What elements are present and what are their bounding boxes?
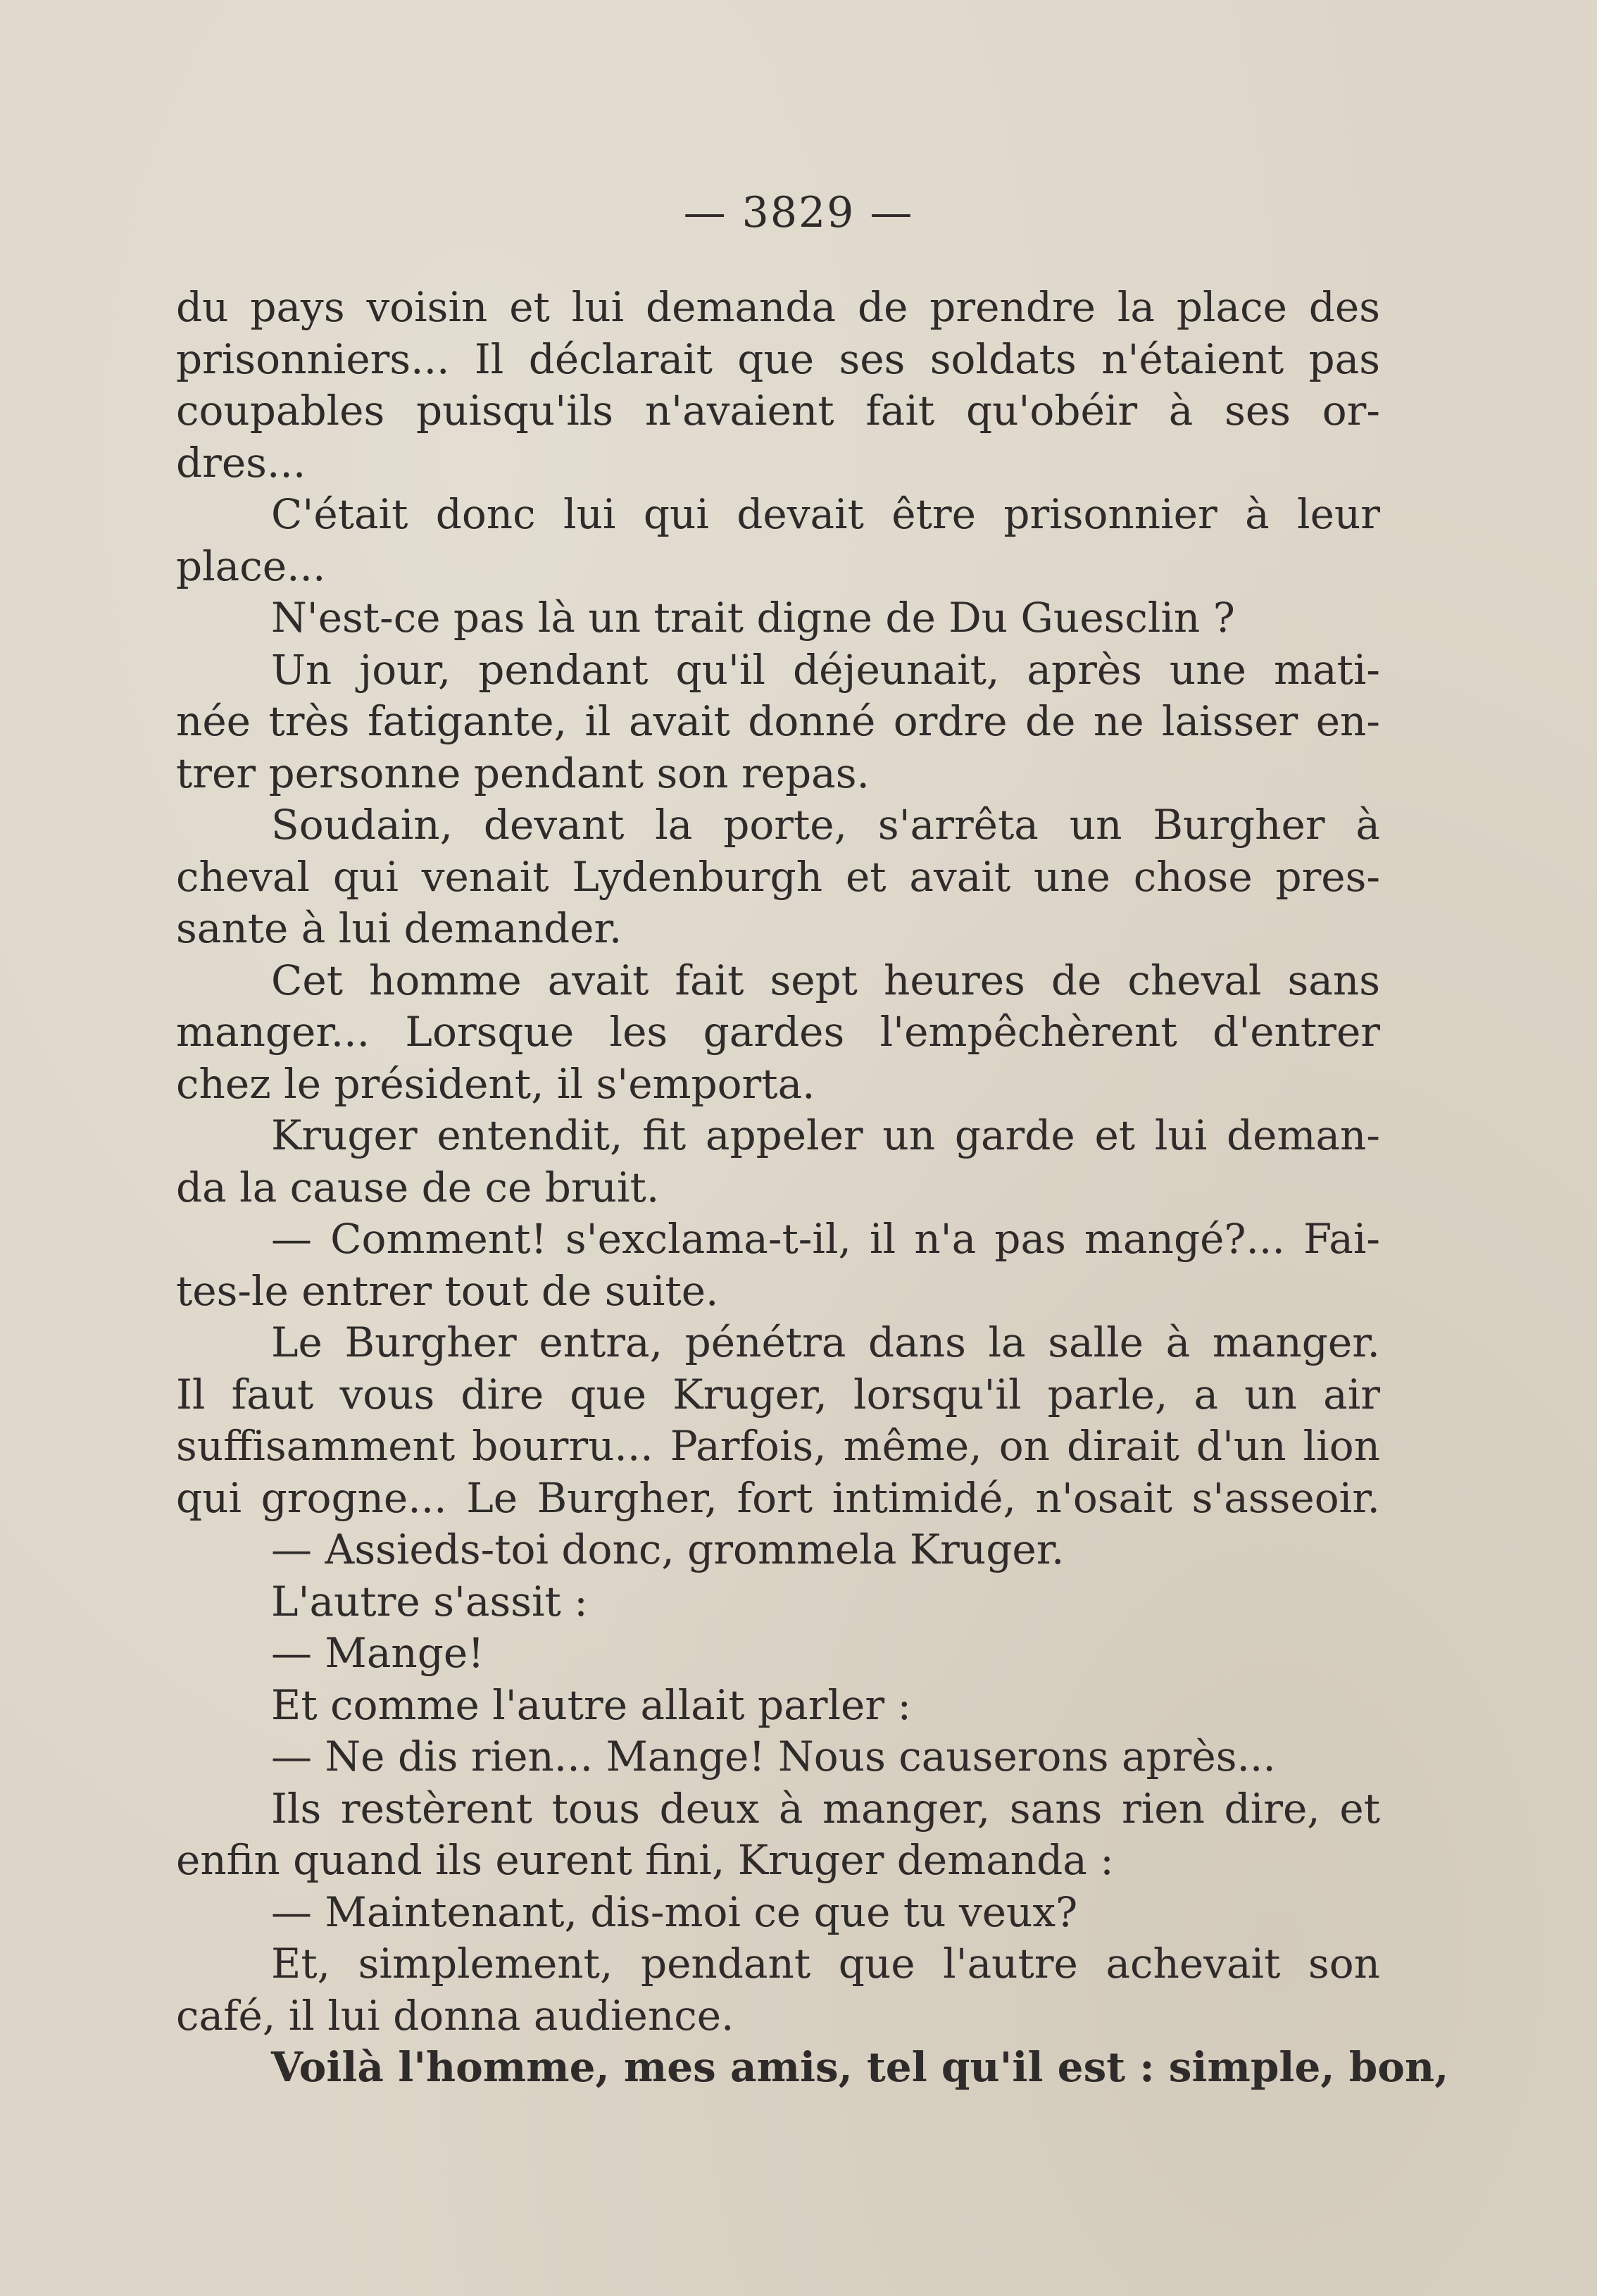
text-line: manger... Lorsque les gardes l'empêchèrent d'entrer	[176, 1008, 1380, 1056]
text-line: coupables puisqu'ils n'avaient fait qu'obéir à ses or-	[176, 387, 1380, 435]
text-line: — Comment! s'exclama-t-il, il n'a pas mangé?... Fai-	[271, 1215, 1380, 1263]
text-line: — Maintenant, dis-moi ce que tu veux?	[271, 1888, 1078, 1936]
text-line: Ils restèrent tous deux à manger, sans rien dire, et	[271, 1784, 1380, 1833]
page-number: — 3829 —	[683, 188, 914, 237]
text-line: dres...	[176, 438, 306, 487]
text-line: Et, simplement, pendant que l'autre achevait son	[271, 1940, 1380, 1988]
text-line: Un jour, pendant qu'il déjeunait, après une mati-	[271, 645, 1380, 694]
text-line: cheval qui venait Lydenburgh et avait une chose pres-	[176, 852, 1380, 901]
text-line: N'est-ce pas là un trait digne de Du Guesclin ?	[271, 594, 1235, 642]
text-line: tes-le entrer tout de suite.	[176, 1266, 719, 1315]
text-line: — Ne dis rien... Mange! Nous causerons après...	[271, 1733, 1276, 1780]
text-line: du pays voisin et lui demanda de prendre la place des	[176, 283, 1380, 331]
text-line: sante à lui demander.	[176, 904, 622, 952]
text-line: née très fatigante, il avait donné ordre de ne laisser en-	[176, 697, 1380, 745]
text-line: L'autre s'assit :	[271, 1577, 588, 1626]
text-line: — Assieds-toi donc, grommela Kruger.	[271, 1526, 1065, 1573]
text-line: Cet homme avait fait sept heures de cheval sans	[271, 956, 1380, 1004]
text-line: da la cause de ce bruit.	[176, 1163, 660, 1211]
text-line: Il faut vous dire que Kruger, lorsqu'il parle, a un air	[176, 1370, 1380, 1418]
text-line: C'était donc lui qui devait être prisonnier à leur	[271, 490, 1380, 538]
text-line: trer personne pendant son repas.	[176, 749, 870, 797]
text-line: Voilà l'homme, mes amis, tel qu'il est : simple, bon,	[271, 2043, 1449, 2091]
text-line: Soudain, devant la porte, s'arrêta un Burgher à	[271, 801, 1380, 849]
text-line: Le Burgher entra, pénétra dans la salle à manger.	[271, 1318, 1380, 1366]
body-text	[176, 282, 1449, 2094]
text-line: — Mange!	[271, 1629, 484, 1677]
text-line: prisonniers... Il déclarait que ses soldats n'étaient pas	[176, 335, 1380, 383]
text-line: chez le président, il s'emporta.	[176, 1059, 815, 1108]
text-line: suffisamment bourru... Parfois, même, on dirait d'un lion	[176, 1422, 1380, 1470]
text-line: café, il lui donna audience.	[176, 1991, 734, 2040]
text-line: Kruger entendit, fit appeler un garde et lui deman-	[271, 1111, 1380, 1159]
text-line: enfin quand ils eurent fini, Kruger demanda :	[176, 1836, 1114, 1884]
text-line: place...	[176, 542, 326, 590]
text-line: qui grogne... Le Burgher, fort intimidé, n'osait s'asseoir.	[176, 1473, 1380, 1522]
text-line: Et comme l'autre allait parler :	[271, 1680, 912, 1729]
